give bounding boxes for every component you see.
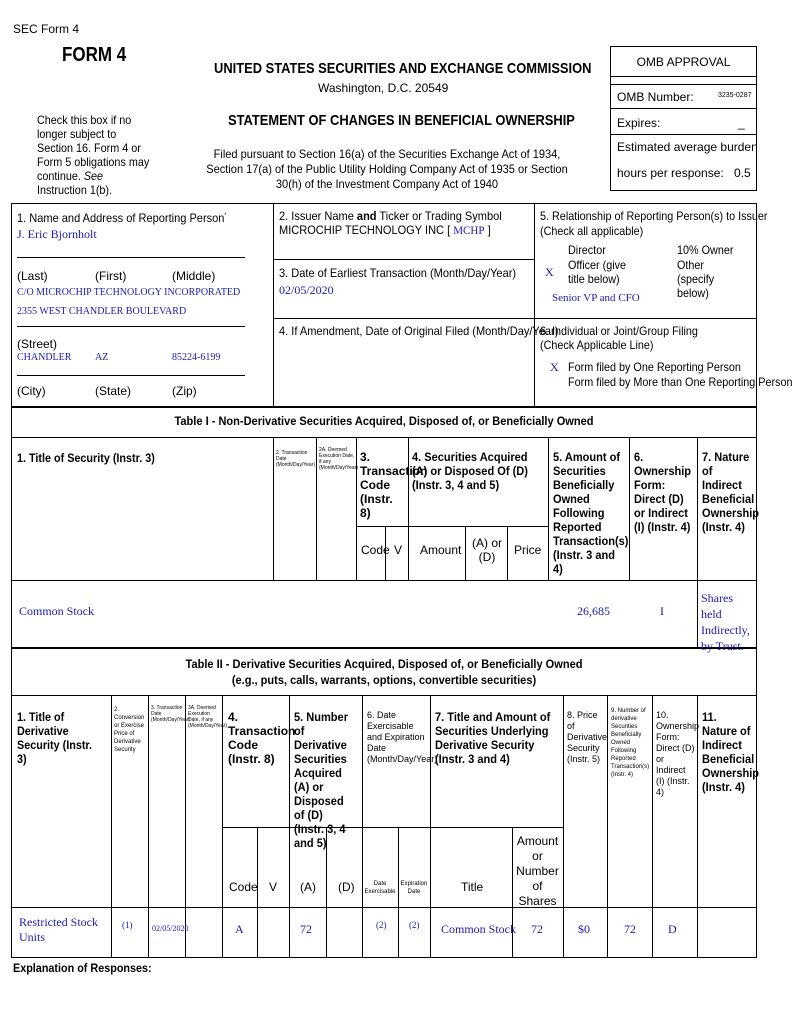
check-box-text: Check this box if no longer subject to Section 16. Form 4 or Form 5 obligations may continue. See Instruction 1(b). — [37, 113, 150, 197]
filing-more-option: Form filed by More than One Reporting Person — [568, 375, 793, 389]
statement-title: STATEMENT OF CHANGES IN BENEFICIAL OWNERSHIP — [228, 112, 575, 129]
address-line-1: C/O MICROCHIP TECHNOLOGY INCORPORATED — [17, 287, 241, 298]
omb-hours-label: hours per response: — [617, 166, 724, 180]
t2-h-ownership-form: 10. Ownership Form: Direct (D) or Indirect (I) (Instr. 4) — [656, 710, 700, 797]
t1-h-acquired: 4. Securities Acquired (A) or Disposed Of (D) (Instr. 3, 4 and 5) — [412, 450, 528, 492]
earliest-date-value: 02/05/2020 — [279, 283, 334, 297]
t1-row-form: I — [660, 604, 664, 618]
t1-h-title: 1. Title of Security (Instr. 3) — [17, 451, 155, 465]
zip-value: 85224-6199 — [172, 352, 221, 363]
t2-row-date-ex: (2) — [376, 920, 387, 930]
t1-h-price-sub: Price — [514, 543, 542, 557]
filing-check-mark: X — [550, 360, 559, 374]
last-label: (Last) — [17, 269, 48, 283]
t2-h-d-sub: (D) — [338, 880, 355, 894]
filed-pursuant-text: Filed pursuant to Section 16(a) of the Securities Exchange Act of 1934, Section 17(a) of the Public Utility Holding Company Act of 1935 or Section 30(h) of the Investment Company Act of 1940 — [206, 147, 568, 191]
street-label: (Street) — [17, 337, 58, 351]
t2-row-ul-amount: 72 — [531, 922, 543, 936]
t2-h-deemed-date: 3A. Deemed Execution Date, if any (Month/Day/Year) — [188, 705, 227, 729]
explanation-heading: Explanation of Responses: — [13, 961, 152, 975]
address-line-2: 2355 WEST CHANDLER BOULEVARD — [17, 306, 187, 317]
agency-city: Washington, D.C. 20549 — [318, 81, 449, 95]
t2-h-owned: 9. Number of derivative Securities Beneficially Owned Following Reported Transaction(s) (Instr. 4) — [611, 708, 650, 778]
t2-row-conversion: (1) — [122, 920, 133, 930]
director-option: Director — [568, 243, 606, 257]
t2-row-price: $0 — [578, 922, 590, 936]
earliest-date-label: 3. Date of Earliest Transaction (Month/Day/Year) — [279, 266, 517, 280]
t2-h-date-ex-sub: Date Exercisable — [364, 881, 396, 895]
filing-label: 6. Individual or Joint/Group Filing (Check Applicable Line) — [540, 324, 698, 352]
t2-h-amount-shares-sub: Amount or Number of Shares — [516, 834, 559, 908]
t2-row-a: 72 — [300, 922, 312, 936]
reporting-person-name: J. Eric Bjornholt — [17, 227, 97, 241]
omb-burden-label: Estimated average burden — [617, 140, 758, 154]
officer-check-mark: X — [545, 265, 554, 279]
omb-approval-title: OMB APPROVAL — [636, 55, 731, 69]
t1-h-amount-owned: 5. Amount of Securities Beneficially Owned Following Reported Transaction(s) (Instr. 3 and 4) — [553, 450, 629, 576]
city-value: CHANDLER — [17, 352, 72, 363]
omb-expires-value: _ — [738, 116, 745, 130]
omb-number-value: 3235-0287 — [718, 92, 752, 99]
officer-title: Senior VP and CFO — [552, 292, 640, 304]
t2-row-form: D — [668, 922, 677, 936]
t1-h-ownership-form: 6. Ownership Form: Direct (D) or Indirect (I) (Instr. 4) — [634, 450, 692, 534]
t1-h-v-sub: V — [394, 543, 403, 557]
agency-name: UNITED STATES SECURITIES AND EXCHANGE COMMISSION — [214, 60, 592, 77]
t2-h-conversion: 2. Conversion or Exercise Price of Derivative Security — [114, 707, 145, 753]
t2-h-exp-sub: Expiration Date — [400, 881, 428, 895]
t2-row-ul-title: Common Stock — [441, 922, 517, 936]
t1-h-amount-sub: Amount — [420, 543, 462, 557]
first-label: (First) — [95, 269, 127, 283]
t2-h-title-sub: Title — [461, 880, 484, 894]
amendment-label: 4. If Amendment, Date of Original Filed (Month/Day/Year) — [279, 324, 559, 338]
issuer-label: 2. Issuer Name and Ticker or Trading Symbol — [279, 209, 502, 223]
officer-option: Officer (give title below) — [568, 258, 627, 286]
issuer-name: MICROCHIP TECHNOLOGY INC [ MCHP ] — [279, 223, 491, 237]
t2-row-code: A — [235, 922, 244, 936]
t2-h-nature: 11. Nature of Indirect Beneficial Ownership (Instr. 4) — [702, 710, 760, 794]
filing-one-option: Form filed by One Reporting Person — [568, 360, 741, 374]
reporting-person-label: 1. Name and Address of Reporting Person* — [17, 211, 227, 225]
omb-hours-value: 0.5 — [734, 166, 751, 180]
t2-h-number: 5. Number of Derivative Securities Acquired (A) or Disposed of (D) (Instr. 3, 4 and 5) — [294, 710, 348, 850]
zip-label: (Zip) — [172, 384, 197, 398]
sec-form-label: SEC Form 4 — [13, 22, 80, 36]
state-label: (State) — [95, 384, 132, 398]
t2-row-date: 02/05/2020 — [152, 924, 189, 933]
table-1-title: Table I - Non-Derivative Securities Acquired, Disposed of, or Beneficially Owned — [174, 414, 594, 428]
t1-row-amount-owned: 26,685 — [577, 604, 610, 618]
other-option: Other (specify below) — [677, 258, 715, 300]
t2-h-underlying: 7. Title and Amount of Securities Underlying Derivative Security (Instr. 3 and 4) — [435, 710, 551, 766]
t2-h-code-sub: Code — [229, 880, 258, 894]
table-2-subtitle: (e.g., puts, calls, warrants, options, convertible securities) — [231, 673, 537, 687]
t1-h-transaction-date: 2. Transaction Date (Month/Day/Year) — [276, 450, 315, 468]
t1-row-title: Common Stock — [19, 604, 95, 618]
relationship-label: 5. Relationship of Reporting Person(s) to Issuer — [540, 209, 768, 223]
t2-h-exercisable: 6. Date Exercisable and Expiration Date (Month/Day/Year) — [367, 710, 438, 764]
t2-row-exp: (2) — [409, 920, 420, 930]
t1-h-nature: 7. Nature of Indirect Beneficial Ownership (Instr. 4) — [702, 450, 760, 534]
t2-h-v-sub: V — [269, 880, 278, 894]
state-value: AZ — [95, 352, 109, 363]
t2-h-price: 8. Price of Derivative Security (Instr. 5) — [567, 710, 608, 764]
t1-row-nature: Shares held Indirectly, by Trust. — [701, 591, 750, 653]
relationship-sub: (Check all applicable) — [540, 224, 644, 238]
t2-row-owned: 72 — [624, 922, 636, 936]
t1-h-code-sub: Code — [361, 543, 390, 557]
t1-h-aord-sub: (A) or (D) — [472, 536, 502, 564]
middle-label: (Middle) — [172, 269, 216, 283]
t2-h-title: 1. Title of Derivative Security (Instr. 3) — [17, 710, 93, 766]
t2-h-a-sub: (A) — [300, 880, 316, 894]
t2-row-title: Restricted Stock Units — [19, 915, 98, 944]
t1-h-deemed-date: 2A. Deemed Execution Date, if any (Month/Day/Year) — [319, 447, 358, 471]
city-label: (City) — [17, 384, 46, 398]
t1-h-code: 3. Transaction Code (Instr. 8) — [360, 450, 428, 520]
t2-h-transaction-date: 3. Transaction Date (Month/Day/Year) — [151, 705, 190, 723]
t2-h-code: 4. Transaction Code (Instr. 8) — [228, 710, 296, 766]
table-2-title: Table II - Derivative Securities Acquired, Disposed of, or Beneficially Owned — [185, 657, 583, 671]
form-title: FORM 4 — [62, 44, 127, 66]
omb-expires-label: Expires: — [617, 116, 661, 130]
owner-option: 10% Owner — [677, 243, 734, 257]
omb-number-label: OMB Number: — [617, 90, 694, 104]
